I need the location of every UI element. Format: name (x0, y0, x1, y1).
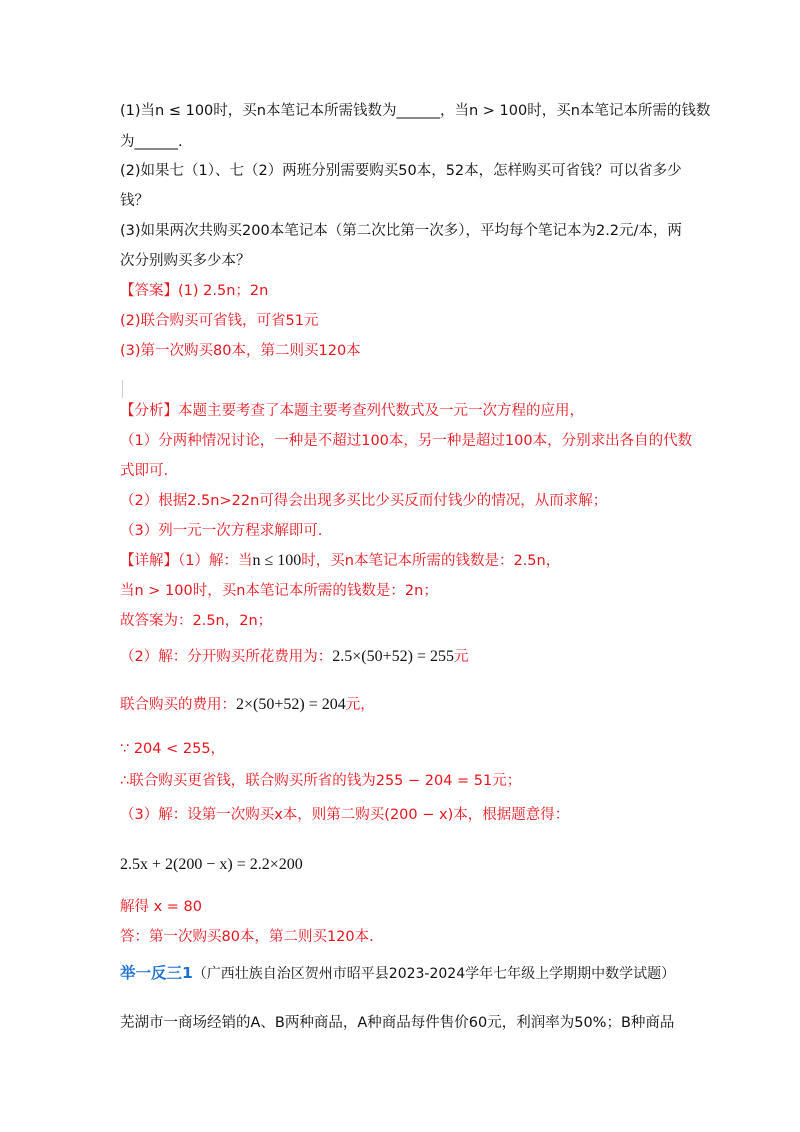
detail-line-1 (120, 550, 560, 572)
question-2-line-2: 钱？ (120, 193, 149, 209)
detail-2-post: 元 (453, 649, 469, 665)
answer-label: 【答案】 (120, 283, 178, 299)
analysis-1-line-2: 式即可. (120, 463, 169, 479)
detail-1-post: 时，买n本笔记本所需的钱数是：2.5n， (301, 553, 561, 569)
question-3-line-2: 次分别购买多少本？ (120, 253, 251, 269)
question-3-line-1: (3)如果两次共购买200本笔记本（第二次比第一次多），平均每个笔记本为2.2元/本，两 (120, 223, 682, 239)
detail-2b-math: 2×(50+52) = 204 (236, 696, 346, 713)
answer-line-2: (2)联合购买可省钱，可省51元 (120, 313, 319, 329)
detail-line-2: 当n > 100时，买n本笔记本所需的钱数是：2n； (120, 583, 438, 599)
answer-line-3: (3)第一次购买80本，第二则买120本 (120, 343, 361, 359)
section-heading (120, 962, 675, 985)
question-2-line-1: (2)如果七（1）、七（2）两班分别需要购买50本，52本，怎样购买可省钱？可以省多少 (120, 163, 682, 179)
detail-2-line-4: ∴联合购买更省钱，联合购买所省的钱为255 − 204 = 51元； (120, 773, 522, 789)
detail-2-line-1 (120, 646, 468, 668)
detail-2b-post: 元， (345, 697, 375, 713)
final-answer: 答：第一次购买80本，第二则买120本. (120, 929, 374, 945)
answer-line-1 (120, 280, 268, 302)
analysis-1-line-1: （1）分两种情况讨论，一种是不超过100本，另一种是超过100本，分别求出各自的代数 (120, 433, 693, 449)
analysis-line (120, 400, 584, 422)
detail-2-pre: （2）解：分开购买所花费用为： (120, 649, 333, 665)
section-heading-source: （广西壮族自治区贺州市昭平县2023-2024学年七年级上学期期中数学试题） (192, 966, 676, 982)
section-heading-title: 举一反三1 (120, 964, 193, 982)
detail-2-line-2 (120, 694, 375, 716)
analysis-3: （3）列一元一次方程求解即可. (120, 523, 323, 539)
next-question-line-1: 芜湖市一商场经销的A、B两种商品，A种商品每件售价60元，利润率为50%；B种商品 (120, 1015, 675, 1031)
detail-label: 【详解】 (120, 553, 178, 569)
detail-3-line-1: （3）解：设第一次购买x本，则第二购买(200 − x)本，根据题意得： (120, 807, 570, 823)
analysis-label: 【分析】 (120, 403, 178, 419)
answer-1: (1) 2.5n；2n (178, 283, 269, 299)
equation: 2.5x + 2(200 − x) = 2.2×200 (120, 856, 303, 873)
detail-line-3: 故答案为：2.5n，2n； (120, 613, 273, 629)
question-1-line-2: 为______. (120, 134, 183, 150)
question-1-line-1: (1)当n ≤ 100时，买n本笔记本所需钱数为______，当n > 100时，买n本笔记本所需的钱数 (120, 103, 711, 119)
analysis-text: 本题主要考查了本题主要考查列代数式及一元一次方程的应用， (178, 403, 584, 419)
detail-1-math: n ≤ 100 (252, 552, 302, 569)
divider-bar (122, 380, 123, 398)
detail-2-line-3: ∵ 204 < 255， (120, 741, 226, 757)
solution: 解得 x = 80 (120, 899, 203, 915)
detail-1-pre: （1）解：当 (178, 553, 253, 569)
analysis-2: （2）根据2.5n>22n可得会出现多买比少买反而付钱少的情况，从而求解； (120, 493, 608, 509)
detail-2b-pre: 联合购买的费用： (120, 697, 236, 713)
detail-2-math: 2.5×(50+52) = 255 (332, 648, 454, 665)
